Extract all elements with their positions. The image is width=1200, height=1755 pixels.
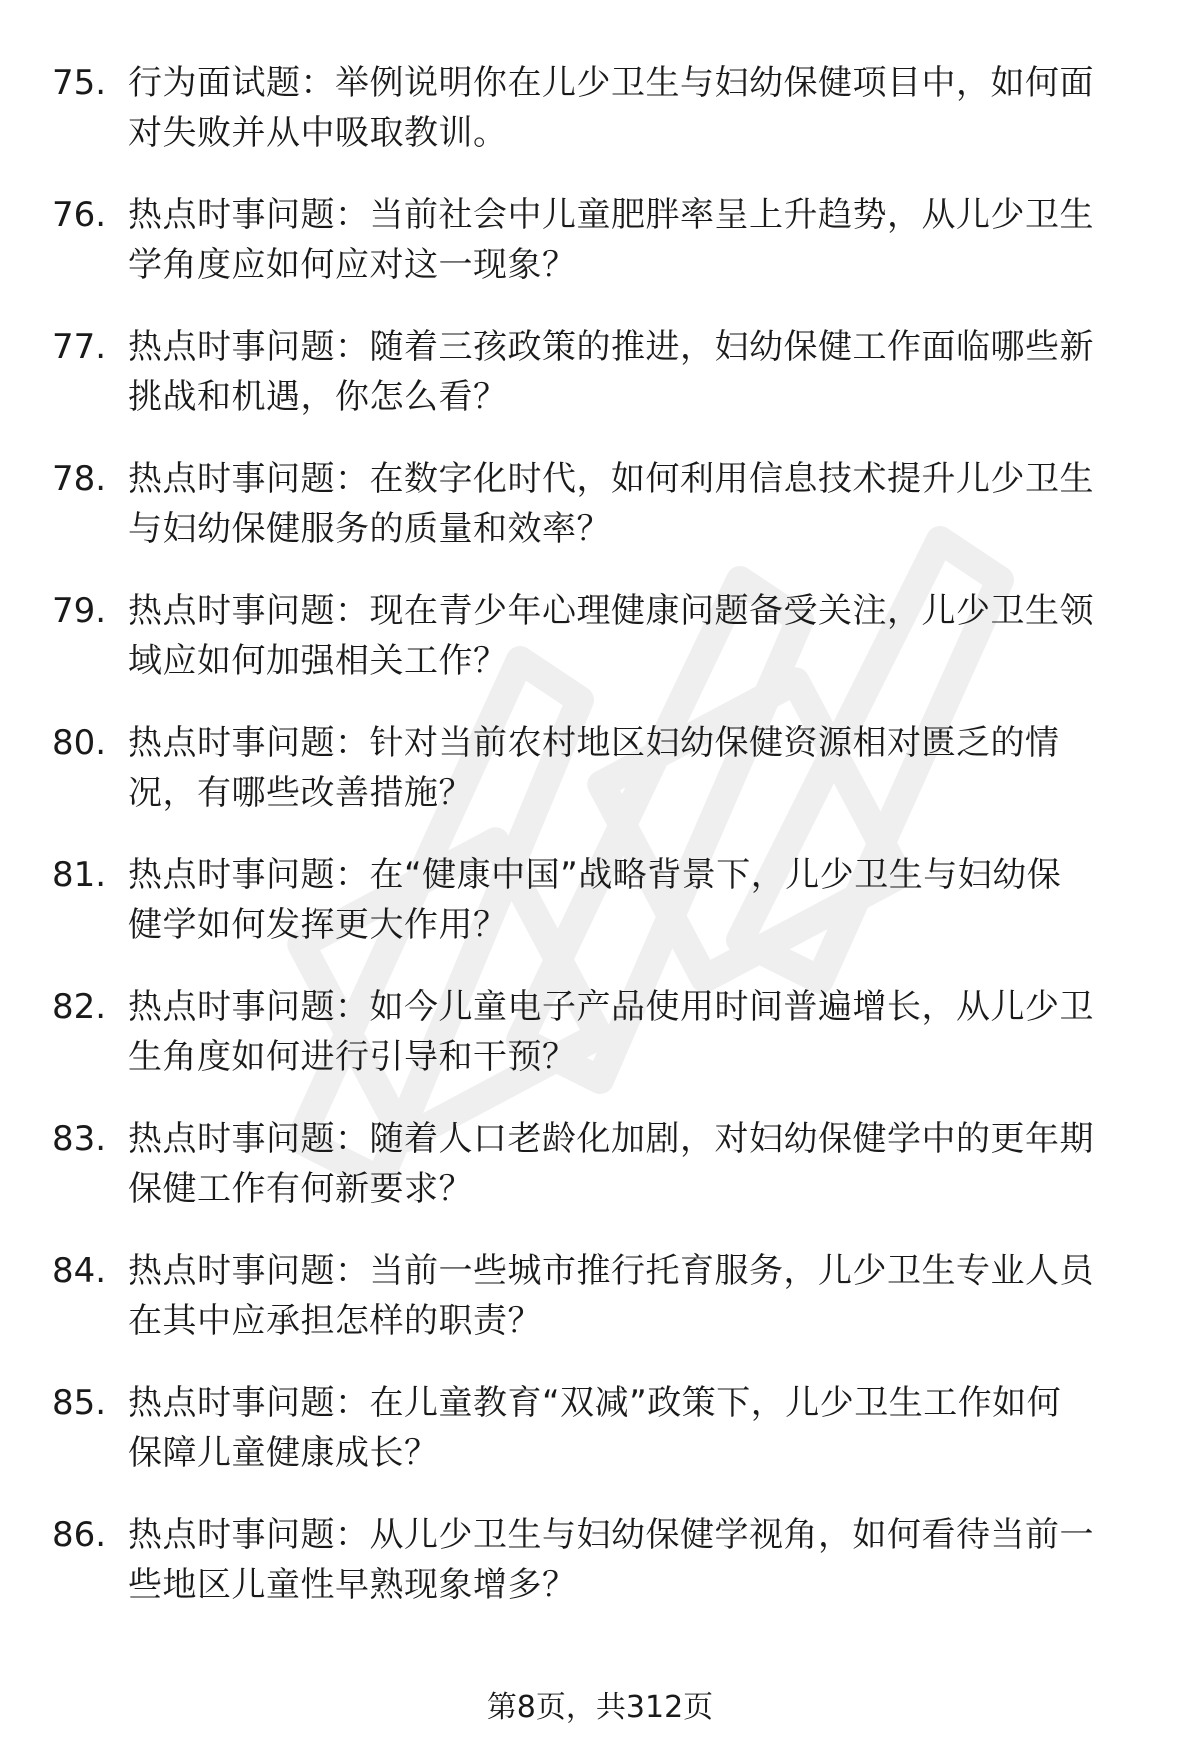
question-text	[128, 586, 1148, 686]
question-text	[128, 1510, 1148, 1610]
question-line-2: 在其中应承担怎样的职责？	[128, 1301, 542, 1341]
question-line-2: 保健工作有何新要求？	[128, 1169, 473, 1209]
question-line-1: 热点时事问题：针对当前农村地区妇幼保健资源相对匮乏的情	[128, 723, 1060, 763]
question-line-1: 热点时事问题：在“健康中国”战略背景下，儿少卫生与妇幼保	[128, 855, 1062, 895]
question-item-86	[0, 1510, 1200, 1642]
question-line-2: 健学如何发挥更大作用？	[128, 905, 508, 945]
question-line-1: 热点时事问题：随着三孩政策的推进，妇幼保健工作面临哪些新	[128, 327, 1094, 367]
question-line-2: 与妇幼保健服务的质量和效率？	[128, 509, 611, 549]
question-line-1: 热点时事问题：如今儿童电子产品使用时间普遍增长，从儿少卫	[128, 987, 1094, 1027]
question-number: 86.	[52, 1515, 107, 1555]
question-item-76	[0, 190, 1200, 322]
question-item-83	[0, 1114, 1200, 1246]
question-number: 83.	[52, 1119, 107, 1159]
question-text	[128, 454, 1148, 554]
page-footer: 第8页，共312页	[486, 1690, 714, 1725]
question-line-1: 热点时事问题：在儿童教育“双减”政策下，儿少卫生工作如何	[128, 1383, 1062, 1423]
question-item-79	[0, 586, 1200, 718]
question-line-1: 热点时事问题：在数字化时代，如何利用信息技术提升儿少卫生	[128, 459, 1094, 499]
question-item-77	[0, 322, 1200, 454]
question-number: 80.	[52, 723, 107, 763]
question-line-2: 保障儿童健康成长？	[128, 1433, 439, 1473]
question-text	[128, 718, 1148, 818]
question-item-81	[0, 850, 1200, 982]
question-number: 79.	[52, 591, 107, 631]
question-line-1: 热点时事问题：随着人口老龄化加剧，对妇幼保健学中的更年期	[128, 1119, 1094, 1159]
question-item-82	[0, 982, 1200, 1114]
question-line-2: 况，有哪些改善措施？	[128, 773, 473, 813]
question-line-1: 热点时事问题：现在青少年心理健康问题备受关注，儿少卫生领	[128, 591, 1094, 631]
question-text	[128, 1114, 1148, 1214]
question-line-2: 对失败并从中吸取教训。	[128, 113, 508, 153]
question-line-2: 些地区儿童性早熟现象增多？	[128, 1565, 577, 1605]
question-line-1: 行为面试题：举例说明你在儿少卫生与妇幼保健项目中，如何面	[128, 63, 1094, 103]
question-line-1: 热点时事问题：当前社会中儿童肥胖率呈上升趋势，从儿少卫生	[128, 195, 1094, 235]
question-text	[128, 322, 1148, 422]
question-text	[128, 850, 1148, 950]
question-number: 82.	[52, 987, 107, 1027]
question-line-2: 学角度应如何应对这一现象？	[128, 245, 577, 285]
question-line-1: 热点时事问题：当前一些城市推行托育服务，儿少卫生专业人员	[128, 1251, 1094, 1291]
question-line-2: 挑战和机遇，你怎么看？	[128, 377, 508, 417]
question-number: 76.	[52, 195, 107, 235]
question-number: 77.	[52, 327, 107, 367]
question-number: 84.	[52, 1251, 107, 1291]
question-number: 81.	[52, 855, 107, 895]
question-item-80	[0, 718, 1200, 850]
question-item-85	[0, 1378, 1200, 1510]
question-text	[128, 982, 1148, 1082]
question-number: 78.	[52, 459, 107, 499]
question-item-75	[0, 58, 1200, 190]
question-line-2: 生角度如何进行引导和干预？	[128, 1037, 577, 1077]
question-text	[128, 1246, 1148, 1346]
question-item-78	[0, 454, 1200, 586]
question-text	[128, 58, 1148, 158]
question-text	[128, 1378, 1148, 1478]
question-item-84	[0, 1246, 1200, 1378]
question-number: 85.	[52, 1383, 107, 1423]
question-line-2: 域应如何加强相关工作？	[128, 641, 508, 681]
question-list	[0, 58, 1200, 1642]
question-line-1: 热点时事问题：从儿少卫生与妇幼保健学视角，如何看待当前一	[128, 1515, 1094, 1555]
question-number: 75.	[52, 63, 107, 103]
question-text	[128, 190, 1148, 290]
